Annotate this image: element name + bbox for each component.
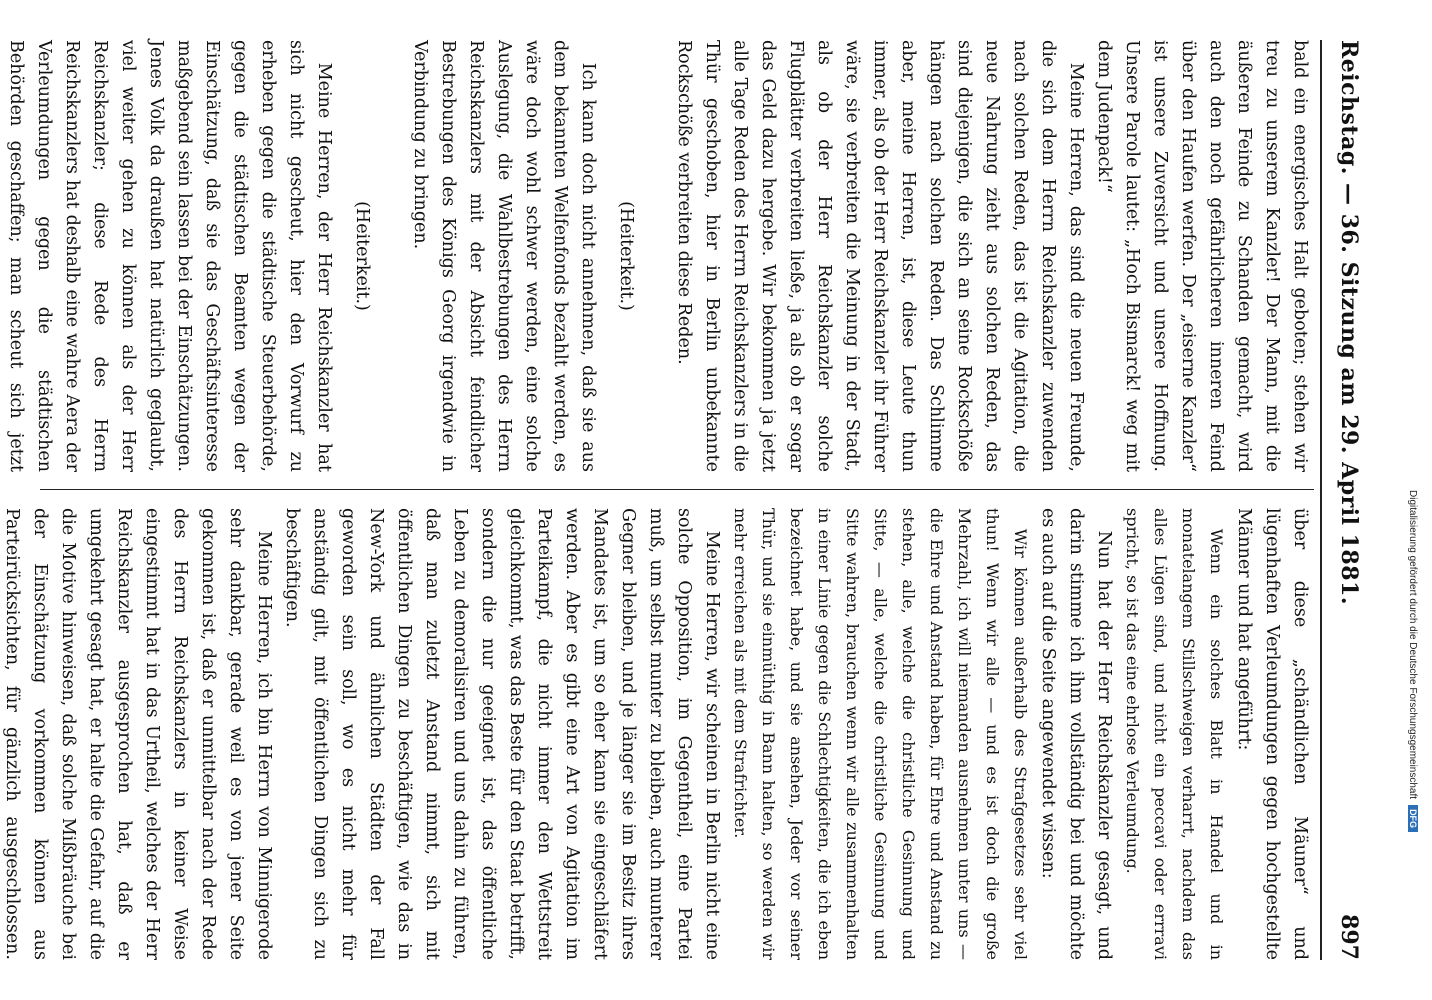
digitization-credit [1407, 490, 1418, 832]
laughter-note: (Heiterkeit.) [616, 201, 636, 311]
quote-paragraph: Wenn ein solches Blatt in Handel und in monatelangem Stillschweigen verharrt, nachdem das alles Lügen sind, und nicht ein peccavi oder errravi spricht, so ist das eine ehrlose Verleumdung. [1123, 508, 1226, 960]
right-column [2, 508, 1314, 960]
paragraph: Meine Herren, ich bin Herrn von Minnigerode sehr dankbar, gerade weil es von jener Seite gekommen ist, daß er unmittelbar nach der Rede des Herrn Reichskanzlers in keiner Weise eingestimmt hat in das Urtheil, welches der Herr Reichskanzler ausgesprochen hat, daß er umgekehrt gesagt hat, er halte die Gefahr, auf die die Motive hinweisen, daß solche Mißbräuche bei der Einschätzung vorkommen können aus Parteirücksichten, für gänzlich ausgeschlossen. [2, 508, 274, 960]
laughter-note: (Heiterkeit.) [352, 201, 372, 311]
page-header [1330, 40, 1370, 960]
paragraph: Nun hat der Herr Reichskanzler gesagt, und darin stimme ich ihm vollständig bei und möchte es auch auf die Seite angewendet wissen: [1038, 508, 1114, 960]
quote-paragraph: Wir können außerhalb des Strafgesetzes sehr viel thun! Wenn wir alle — und es ist doch die große Mehrzahl, ich will niemanden ausnehmen unter uns — die Ehre und Anstand haben, für Ehre und Anstand zu stehen, alle, welche die christliche Gesinnung und Sitte, — alle, welche die christliche Gesinnung und Sitte wahren, brauchen wenn wir alle zusammenhalten in einer Linie gegen die Schlechtigkeiten, die ich eben bezeichnet habe, und sie ansehen, Jeder vor seiner Thür, und sie einmüthig in Bann halten, so werden wir mehr erreichen als mit dem Strafrichter. [731, 508, 1030, 960]
paragraph: Meine Herren, das sind die neuen Freunde, die sich dem Herrn Reichskanzler zuwenden nach solchen Reden, das ist die Agitation, die neue Nahrung zieht aus solchen Reden, das sind diejenigen, die sich an seine Rockschöße hängen nach solchen Reden. Das Schlimme aber, meine Herren, ist, diese Leute thun immer, als ob der Herr Reichskanzler ihr Führer wäre, sie verbreiten die Meinung in der Stadt, als ob der Herr Reichskanzler solche Flugblätter verbreiten ließe, ja als ob er sogar das Geld dazu hergebe. Wir bekommen ja jetzt alle Tage Reden des Herrn Reichskanzlers in die Thür geschoben, hier in Berlin unbekannte Rockschöße verbreiten diese Reden. [674, 40, 1086, 472]
paragraph: Meine Herren, der Herr Reichskanzler hat sich nicht gescheut, hier den Vorwurf zu erheben gegen die städtische Steuerbehörde, gegen die städtischen Beamten wegen der Einschätzung, daß sie das Geschäftsinteresse maßgebend sein lassen bei der Einschätzungen. Jenes Volk da draußen hat natürlich geglaubt, viel weiter gehen zu können als der Herr Reichskanzler; diese Rede des Herrn Reichskanzlers hat deshalb eine wahre Aera der Verleumdungen gegen die städtischen Behörden geschaffen; man scheut sich jetzt [6, 40, 334, 472]
paragraph: über diese „schändlichen Mäuner“ und lügenhaften Verleumdungen gegen hochgestellte Männer und hat angeführt: [1234, 508, 1310, 960]
paragraph: Meine Herren, wir scheinen in Berlin nicht eine solche Opposition, im Gegentheil, eine Partei muß, um selbst munter zu bleiben, auch munterer Gegner bleiben, und je länger sie im Besitz ihres Mandates ist, um so eher kann sie eingeschläfert werden. Aber es gibt eine Art von Agitation im Parteikampf, die nicht immer den Wettstreit gleichkommt, was das Beste für den Staat betrifft, sondern die nur geeignet ist, das öffentliche Leben zu demoralisiren und uns dahin zu führen, daß man zuletzt Anstand nimmt, sich mit öffentlichen Dingen zu beschäftigen, wie das in New-York und ähnlichen Städten der Fall geworden sein soll, wo es nicht mehr für anständig gilt, mit öffentlichen Dingen sich zu beschäftigen. [282, 508, 722, 960]
dfg-logo: DFG [1408, 805, 1418, 832]
page-number: 897 [1336, 914, 1362, 960]
paragraph: bald ein energisches Halt geboten; stehen wir treu zu unserem Kanzler! Der Mann, mit die äußeren Feinde zu Schanden gemacht, wird auch den noch gefährlicheren inneren Feind über den Haufen werfen. Der „eiserne Kanzler“ ist unsere Zuversicht und unsere Hoffnung. Unsere Parole lautet: „Hoch Bismarck! weg mit dem Judenpack!“ [1094, 40, 1310, 472]
header-title: Reichstag. — 36. Sitzung am 29. April 1881. [1336, 40, 1362, 605]
header-rule [1320, 40, 1322, 960]
left-column [6, 40, 1314, 472]
paragraph: Ich kann doch nicht annehmen, daß sie aus dem bekannten Welfenfonds bezahlt werden, es wäre doch wohl schwer werden, eine solche Auslegung, die Wahlbestrebungen des Herrn Reichskanzlers mit der Absicht feindlicher Bestrebungen des Königs Georg irgendwie in Verbindung zu bringen. [410, 40, 598, 472]
credit-text: Digitalisierung gefördert durch die Deutsche Forschungsgemeinschaft [1407, 490, 1418, 800]
column-divider [40, 489, 1314, 490]
